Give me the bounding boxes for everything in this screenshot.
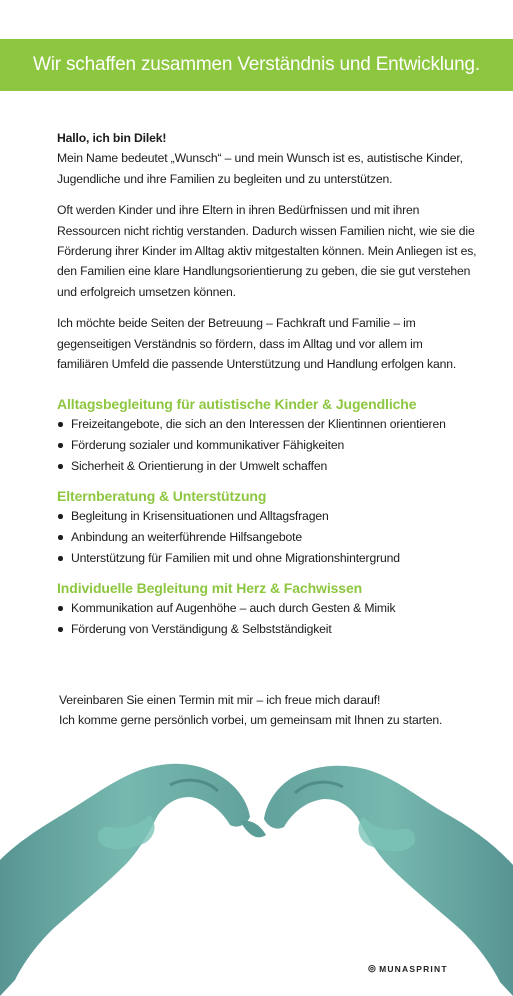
closing-text — [59, 690, 479, 731]
list-item: Anbindung an weiterführende Hilfsangebote — [57, 527, 477, 548]
list-item: Freizeitangebote, die sich an den Interessen der Klientinnen orientieren — [57, 414, 477, 435]
section-elternberatung — [57, 486, 477, 569]
section-heading: Elternberatung & Unterstützung — [57, 488, 267, 505]
list-item: Förderung von Verständigung & Selbstständigkeit — [57, 619, 477, 640]
section-heading: Individuelle Begleitung mit Herz & Fachwissen — [57, 580, 363, 597]
section-individuelle-begleitung — [57, 578, 477, 640]
intro-paragraph-1 — [57, 128, 477, 189]
bullet-list — [57, 414, 477, 477]
munasprint-logo — [368, 963, 448, 974]
bullet-list — [57, 598, 477, 640]
logo-text: MUNASPRINT — [379, 963, 448, 974]
bullet-list — [57, 506, 477, 569]
heart-hands-icon — [0, 755, 513, 996]
header-banner — [0, 39, 513, 91]
list-item: Förderung sozialer und kommunikativer Fähigkeiten — [57, 435, 477, 456]
intro-line: Mein Name bedeutet „Wunsch“ – und mein Wunsch ist es, autistische Kinder, Jugendliche und ihre Familien zu begleiten und zu unterstützen. — [57, 151, 463, 186]
intro-paragraph-2: Oft werden Kinder und ihre Eltern in ihren Bedürfnissen und mit ihren Ressourcen nicht richtig verstanden. Dadurch wissen Familien nicht, wie sie die Förderung ihrer Kinder im Alltag aktiv mitgestalten können. Mein Anliegen ist es, den Familien eine klare Handlungsorientierung zu geben, die sie gut verstehen und erfolgreich umsetzen können. — [57, 203, 477, 299]
list-item: Unterstützung für Familien mit und ohne Migrationshintergrund — [57, 548, 477, 569]
main-content — [57, 128, 477, 640]
list-item: Sicherheit & Orientierung in der Umwelt schaffen — [57, 456, 477, 477]
closing-line-1: Vereinbaren Sie einen Termin mit mir – ich freue mich darauf! — [59, 693, 381, 707]
intro-paragraph-3: Ich möchte beide Seiten der Betreuung – Fachkraft und Familie – im gegenseitigen Verständnis so fördern, dass im Alltag und vor allem im familiären Umfeld die passende Unterstützung und Handlung erfolgen kann. — [57, 316, 457, 372]
page-title: Wir schaffen zusammen Verständnis und Entwicklung. — [33, 54, 480, 75]
list-item: Kommunikation auf Augenhöhe – auch durch Gesten & Mimik — [57, 598, 477, 619]
list-item: Begleitung in Krisensituationen und Alltagsfragen — [57, 506, 477, 527]
closing-line-2: Ich komme gerne persönlich vorbei, um gemeinsam mit Ihnen zu starten. — [59, 713, 443, 728]
munasprint-logo-icon: ◎ — [368, 963, 378, 973]
section-heading: Alltagsbegleitung für autistische Kinder & Jugendliche — [57, 396, 417, 413]
greeting: Hallo, ich bin Dilek! — [57, 131, 167, 145]
section-alltagsbegleitung — [57, 394, 477, 477]
